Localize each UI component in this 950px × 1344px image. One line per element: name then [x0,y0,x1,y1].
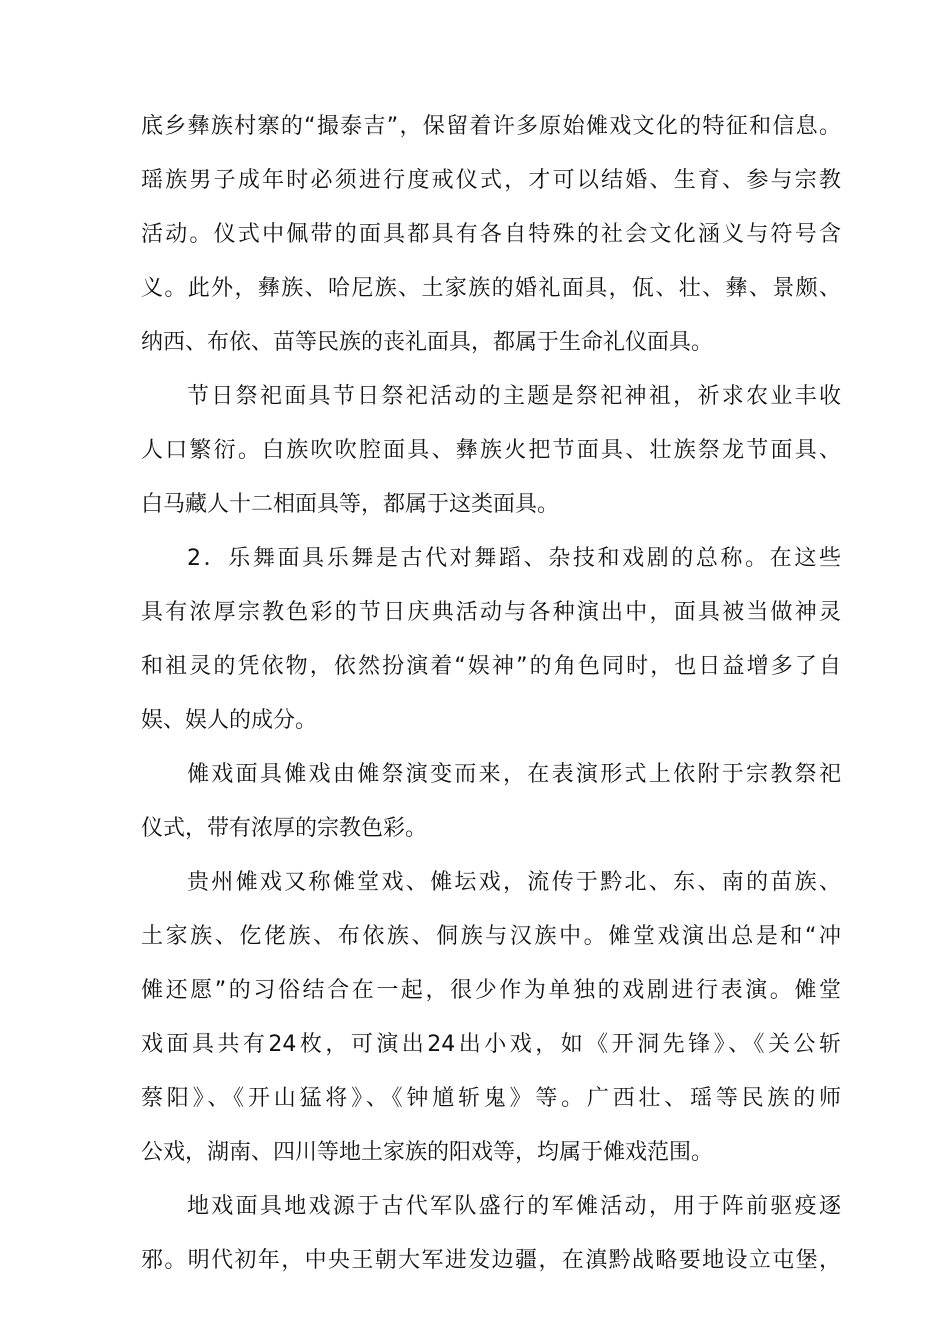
text-line: 白马藏人十二相面具等，都属于这类面具。 [141,492,560,517]
text-line: 义。此外，彝族、哈尼族、土家族的婚礼面具，佤、壮、彝、景颇、 [141,276,841,301]
text-line: 公戏，湖南、四川等地土家族的阳戏等，均属于傩戏范围。 [141,1140,714,1165]
text-line: 纳西、布依、苗等民族的丧礼面具，都属于生命礼仪面具。 [141,330,714,355]
text-line: 瑶族男子成年时必须进行度戒仪式，才可以结婚、生育、参与宗教 [141,168,841,193]
text-line: 戏面具共有24枚，可演出24出小戏，如《开洞先锋》、《关公斩 [141,1032,841,1057]
text-line: 仪式，带有浓厚的宗教色彩。 [141,816,428,841]
text-line: 和祖灵的凭依物，依然扮演着“娱神”的角色同时，也日益增多了自 [141,654,841,679]
text-line: 土家族、仡佬族、布依族、侗族与汉族中。傩堂戏演出总是和“冲 [141,924,841,949]
paragraph-first-line: 傩戏面具傩戏由傩祭演变而来，在表演形式上依附于宗教祭祀 [187,762,841,787]
text-line: 傩还愿”的习俗结合在一起，很少作为单独的戏剧进行表演。傩堂 [141,978,841,1003]
text-line: 娱、娱人的成分。 [141,708,318,733]
text-line: 活动。仪式中佩带的面具都具有各自特殊的社会文化涵义与符号含 [141,222,841,247]
text-line: 蔡阳》、《开山猛将》、《钟馗斩鬼》等。广西壮、瑶等民族的师 [141,1086,841,1111]
paragraph-first-line: 贵州傩戏又称傩堂戏、傩坛戏，流传于黔北、东、南的苗族、 [187,870,841,895]
paragraph-first-line: 节日祭祀面具节日祭祀活动的主题是祭祀神祖，祈求农业丰收 [187,384,841,409]
text-line: 具有浓厚宗教色彩的节日庆典活动与各种演出中，面具被当做神灵 [141,600,841,625]
paragraph-first-line: 2．乐舞面具乐舞是古代对舞蹈、杂技和戏剧的总称。在这些 [187,546,841,571]
paragraph-first-line: 地戏面具地戏源于古代军队盛行的军傩活动，用于阵前驱疫逐 [187,1194,841,1219]
text-line: 人口繁衍。白族吹吹腔面具、彝族火把节面具、壮族祭龙节面具、 [141,438,841,463]
text-line: 底乡彝族村寨的“撮泰吉”，保留着许多原始傩戏文化的特征和信息。 [141,114,841,139]
text-line: 邪。明代初年，中央王朝大军进发边疆，在滇黔战略要地设立屯堡， [141,1248,841,1273]
